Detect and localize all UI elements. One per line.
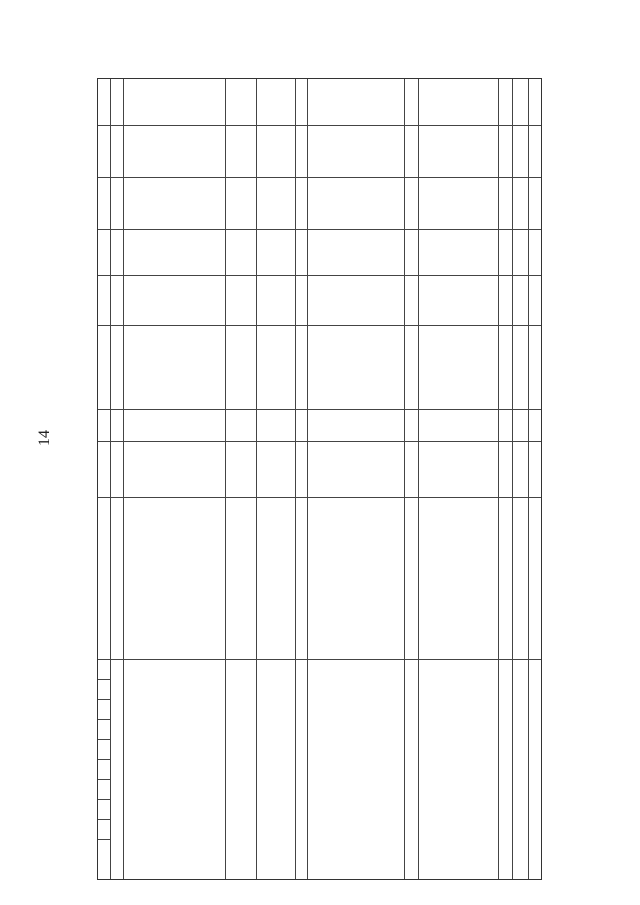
page-number: 14 <box>36 430 53 446</box>
table-rule <box>528 79 529 879</box>
table-rule <box>98 799 110 800</box>
table-rule <box>512 79 513 879</box>
table-rule <box>98 699 110 700</box>
table-rule <box>98 679 110 680</box>
table-rule <box>98 325 541 326</box>
table-rule <box>498 79 499 879</box>
table-rule <box>256 79 257 879</box>
table-rule <box>225 79 226 879</box>
table-rule <box>418 79 419 879</box>
table-rule <box>98 441 541 442</box>
table-rule <box>98 819 110 820</box>
table-rule <box>98 839 110 840</box>
table-rule <box>123 79 124 879</box>
table-rule <box>98 739 110 740</box>
table-rule <box>98 229 541 230</box>
table-rule <box>98 659 541 660</box>
table-rule <box>98 125 541 126</box>
table-rule <box>98 409 541 410</box>
table-rule <box>98 275 541 276</box>
budget-classification-table <box>97 78 542 880</box>
table-rule <box>98 497 541 498</box>
table-rule <box>295 79 296 879</box>
table-rule <box>98 177 541 178</box>
table-rule <box>98 719 110 720</box>
table-rule <box>98 779 110 780</box>
table-rule <box>110 79 111 879</box>
table-rule <box>307 79 308 879</box>
table-rule <box>98 759 110 760</box>
table-rule <box>404 79 405 879</box>
